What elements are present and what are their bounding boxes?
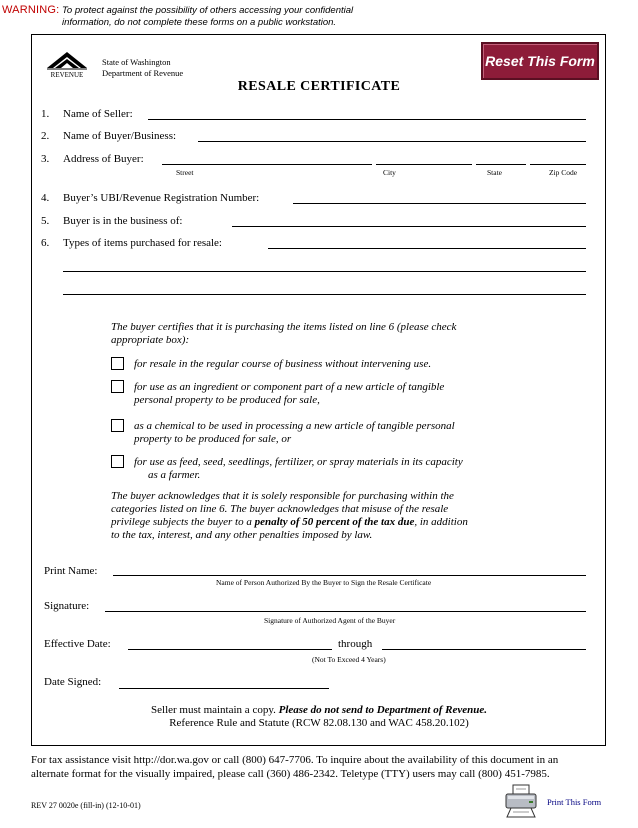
state-name: State of Washington bbox=[102, 57, 171, 67]
date-signed-label: Date Signed: bbox=[44, 676, 102, 688]
state-caption: State bbox=[487, 168, 502, 177]
field-5-number: 5. bbox=[41, 215, 50, 227]
tax-assistance bbox=[31, 753, 631, 781]
do-not-send-note: Please do not send to Department of Revenue. bbox=[278, 704, 487, 716]
chemical-checkbox[interactable] bbox=[111, 419, 124, 432]
form-title: RESALE CERTIFICATE bbox=[237, 79, 401, 94]
effective-date-from-input[interactable] bbox=[128, 649, 332, 650]
effective-date-label: Effective Date: bbox=[44, 638, 111, 650]
signature-caption: Signature of Authorized Agent of the Buyer bbox=[264, 616, 396, 625]
field-2-number: 2. bbox=[41, 130, 50, 142]
seller-name-label: Name of Seller: bbox=[63, 108, 133, 120]
seller-name-input[interactable] bbox=[148, 119, 586, 120]
zip-input[interactable] bbox=[530, 164, 586, 165]
seller-note-text: Seller must maintain a copy. bbox=[151, 704, 279, 716]
city-input[interactable] bbox=[376, 164, 472, 165]
certify-intro-line-2: appropriate box): bbox=[111, 334, 190, 346]
effective-date-to-input[interactable] bbox=[382, 649, 586, 650]
certify-intro-line-1: The buyer certifies that it is purchasing the items listed on line 6 (please check bbox=[111, 321, 457, 333]
buyer-name-input[interactable] bbox=[198, 141, 586, 142]
street-input[interactable] bbox=[162, 164, 372, 165]
ingredient-checkbox[interactable] bbox=[111, 380, 124, 393]
buyer-address-label: Address of Buyer: bbox=[63, 153, 144, 165]
items-input-line-3[interactable] bbox=[63, 294, 586, 295]
ack-line-3-end: , in addition bbox=[414, 516, 468, 528]
farmer-option-line-2: as a farmer. bbox=[148, 469, 201, 481]
printer-icon[interactable] bbox=[503, 783, 541, 819]
print-name-caption: Name of Person Authorized By the Buyer to Sign the Resale Certificate bbox=[216, 578, 432, 587]
business-input[interactable] bbox=[232, 226, 586, 227]
tax-assistance-line-2: alternate format for the visually impaired, please call (360) 486-2342. Teletype (TTY) users may call (800) 451-7985. bbox=[31, 768, 550, 780]
resale-option-text: for resale in the regular course of business without intervening use. bbox=[134, 358, 432, 370]
city-caption: City bbox=[383, 168, 396, 177]
ingredient-option bbox=[134, 381, 444, 407]
date-signed-input[interactable] bbox=[119, 688, 329, 689]
farmer-checkbox[interactable] bbox=[111, 455, 124, 468]
through-label: through bbox=[338, 638, 373, 650]
resale-option bbox=[134, 358, 431, 371]
ingredient-option-line-2: personal property to be produced for sale, bbox=[134, 394, 320, 406]
print-name-input[interactable] bbox=[113, 575, 586, 576]
ubi-input[interactable] bbox=[293, 203, 586, 204]
field-1-number: 1. bbox=[41, 108, 50, 120]
ack-line-2: categories listed on line 6. The buyer acknowledges that misuse of the resale bbox=[111, 503, 449, 515]
buyer-name-label: Name of Buyer/Business: bbox=[63, 130, 177, 142]
penalty-text: penalty of 50 percent of the tax due bbox=[254, 516, 415, 528]
ingredient-option-line-1: for use as an ingredient or component part of a new article of tangible bbox=[134, 381, 445, 393]
department-name: Department of Revenue bbox=[102, 67, 184, 78]
ack-line-3 bbox=[111, 516, 541, 529]
chemical-option-line-1: as a chemical to be used in processing a new article of tangible personal bbox=[134, 420, 455, 432]
field-4-number: 4. bbox=[41, 192, 50, 204]
items-label: Types of items purchased for resale: bbox=[63, 237, 222, 249]
items-input-line-2[interactable] bbox=[63, 271, 586, 272]
ubi-label: Buyer’s UBI/Revenue Registration Number: bbox=[63, 192, 260, 204]
state-input[interactable] bbox=[476, 164, 526, 165]
farmer-option bbox=[134, 456, 463, 482]
chemical-option-line-2: property to be produced for sale, or bbox=[134, 433, 292, 445]
field-6-number: 6. bbox=[41, 237, 50, 249]
warning-text: To protect against the possibility of others accessing your confidential information, do not complete these forms on a public workstation. bbox=[62, 5, 354, 28]
street-caption: Street bbox=[176, 168, 194, 177]
ack-line-1: The buyer acknowledges that it is solely responsible for purchasing within the bbox=[111, 490, 454, 502]
effective-date-caption: (Not To Exceed 4 Years) bbox=[312, 655, 386, 664]
zip-caption: Zip Code bbox=[549, 168, 578, 177]
warning-label: WARNING: bbox=[2, 4, 60, 16]
ack-line-4: to the tax, interest, and any other penalties imposed by law. bbox=[111, 529, 373, 541]
items-input[interactable] bbox=[268, 248, 586, 249]
seller-note bbox=[0, 704, 638, 716]
logo-text: REVENUE bbox=[50, 71, 84, 78]
tax-assistance-line-1: For tax assistance visit http://dor.wa.gov or call (800) 647-7706. To inquire about the availability of this document in an bbox=[31, 754, 559, 766]
acknowledgement bbox=[111, 490, 541, 542]
farmer-option-line-1: for use as feed, seed, seedlings, fertilizer, or spray materials in its capacity bbox=[134, 456, 463, 468]
chemical-option bbox=[134, 420, 455, 446]
field-3-number: 3. bbox=[41, 153, 50, 165]
form-id: REV 27 0020e (fill-in) (12-10-01) bbox=[31, 801, 141, 810]
signature-label: Signature: bbox=[44, 600, 90, 612]
signature-input[interactable] bbox=[105, 611, 586, 612]
reset-form-button[interactable]: Reset This Form bbox=[481, 42, 599, 80]
ack-line-3-start: privilege subjects the buyer to a bbox=[111, 516, 255, 528]
business-label: Buyer is in the business of: bbox=[63, 215, 183, 227]
agency-name bbox=[102, 57, 183, 78]
print-form-link[interactable]: Print This Form bbox=[547, 797, 602, 807]
reference-note: Reference Rule and Statute (RCW 82.08.130 and WAC 458.20.102) bbox=[169, 717, 469, 729]
certify-intro bbox=[111, 321, 531, 347]
resale-checkbox[interactable] bbox=[111, 357, 124, 370]
revenue-logo bbox=[45, 48, 89, 78]
print-name-label: Print Name: bbox=[44, 565, 98, 577]
